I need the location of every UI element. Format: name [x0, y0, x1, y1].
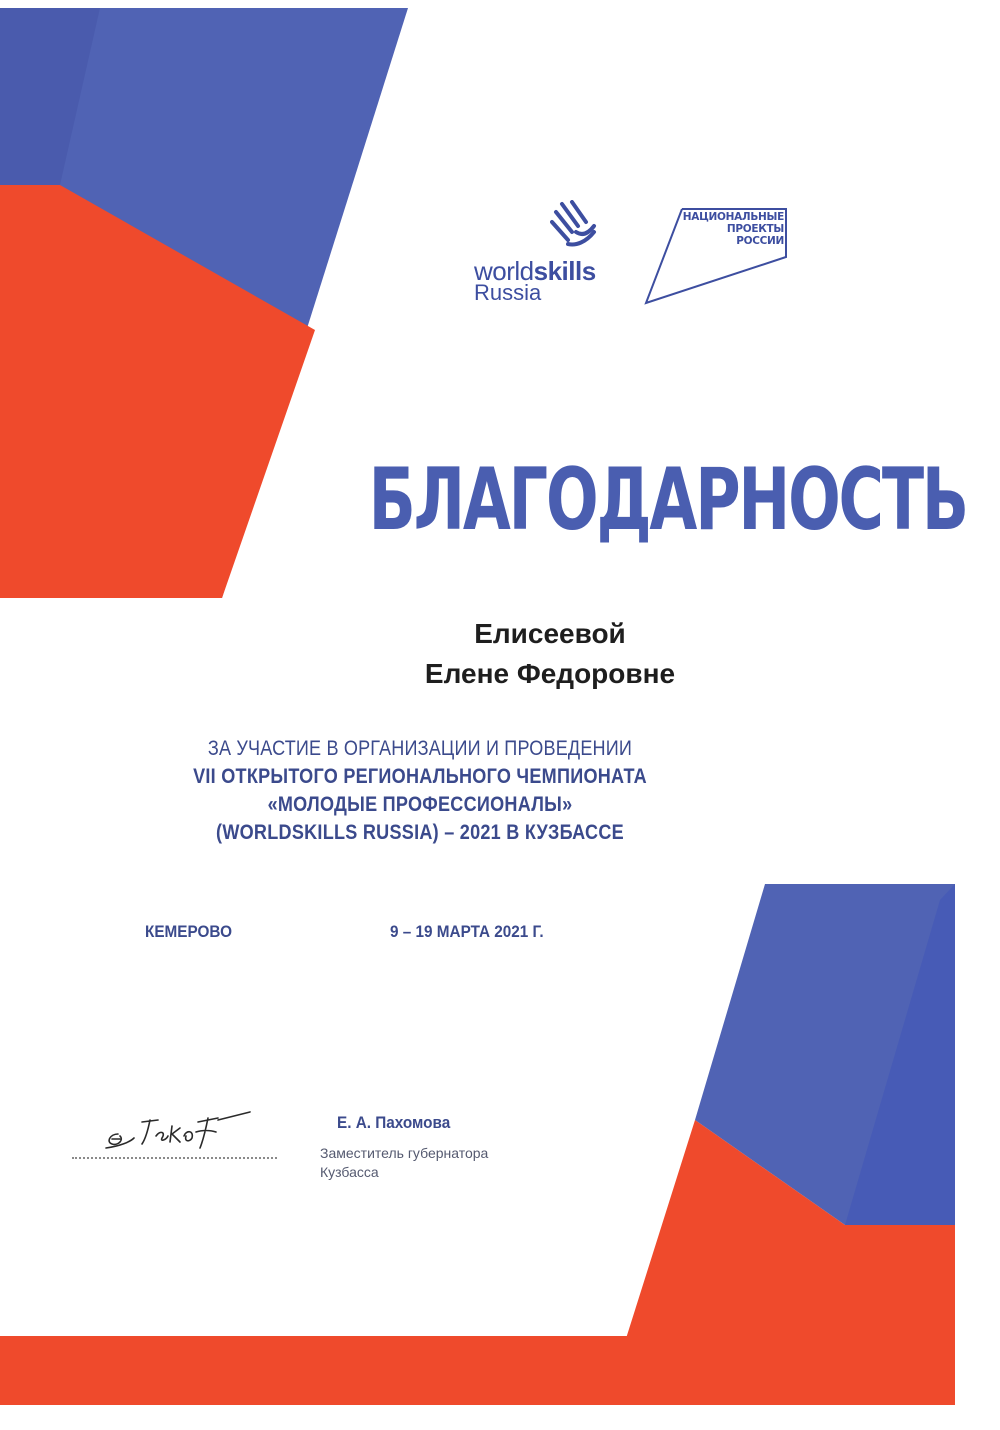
bottom-red-strip — [0, 1336, 955, 1405]
reason-line-1: ЗА УЧАСТИЕ В ОРГАНИЗАЦИИ И ПРОВЕДЕНИИ — [207, 737, 633, 760]
worldskills-logo — [470, 200, 610, 310]
reason-line-3: «МОЛОДЫЕ ПРОФЕССИОНАЛЫ» — [267, 793, 573, 816]
np-line-1: НАЦИОНАЛЬНЫЕ — [682, 211, 784, 223]
city-label: КЕМЕРОВО — [145, 922, 232, 941]
handwritten-signature — [100, 1108, 270, 1153]
national-projects-logo — [640, 205, 790, 305]
signature-line — [72, 1157, 277, 1159]
national-projects-text — [683, 211, 784, 247]
signer-name: Е. А. Пахомова — [337, 1113, 451, 1132]
reason-line-4: (WORLDSKILLS RUSSIA) – 2021 В КУЗБАССЕ — [216, 821, 624, 844]
recipient-given-names: Елене Федоровне — [424, 658, 676, 689]
signer-role-line-2: Кузбасса — [320, 1164, 379, 1180]
signer-role — [320, 1144, 488, 1182]
recipient-name — [300, 614, 800, 694]
worldskills-region: Russia — [474, 280, 542, 305]
reason-line-2: VII ОТКРЫТОГО РЕГИОНАЛЬНОГО ЧЕМПИОНАТА — [193, 765, 647, 788]
recipient-surname: Елисеевой — [474, 618, 626, 649]
award-reason — [150, 735, 690, 847]
worldskills-wordmark: worldskills — [474, 256, 596, 286]
certificate-title: БЛАГОДАРНОСТЬ — [368, 450, 967, 550]
signer-role-line-1: Заместитель губернатора — [320, 1145, 489, 1161]
np-line-2: ПРОЕКТЫ — [726, 223, 784, 235]
np-line-3: РОССИИ — [736, 235, 784, 247]
event-dates: 9 – 19 МАРТА 2021 Г. — [390, 922, 544, 941]
worldskills-mark-icon — [550, 200, 600, 252]
